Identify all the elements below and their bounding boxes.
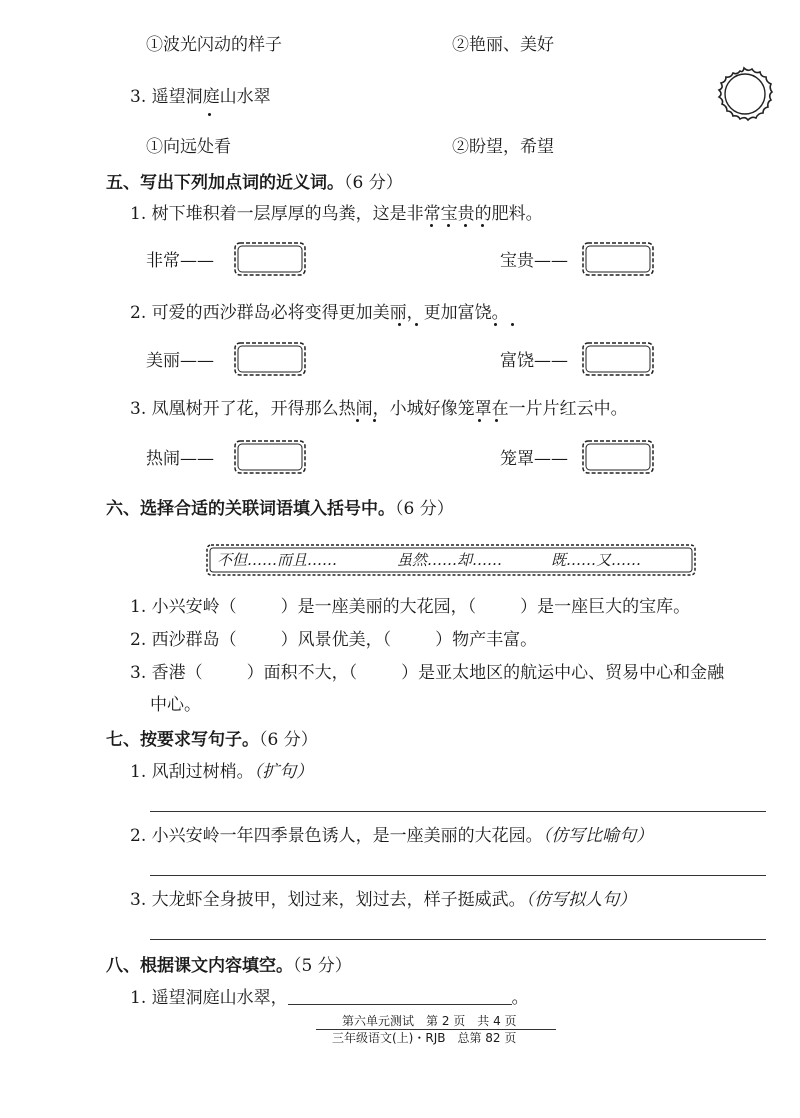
decorative-seal-icon	[714, 66, 774, 126]
s5-question-2: 2. 可爱的西沙群岛必将变得更加美丽，更加富饶。	[130, 303, 509, 323]
s6-question-3-cont: 中心。	[150, 695, 201, 715]
q4-item3-option-2: ②盼望，希望	[452, 137, 554, 157]
word-bank-item: 虽然……却……	[397, 551, 503, 569]
emphasis-dot	[464, 224, 467, 227]
s5-q2-answer-box-1[interactable]	[232, 340, 308, 378]
emphasis-dot	[495, 419, 498, 422]
s5-q3-word-2: 笼罩——	[500, 449, 568, 469]
s5-q2-word-2: 富饶——	[500, 351, 568, 371]
section-8-title: 八、根据课文内容填空。（5 分）	[106, 956, 352, 976]
section-8-score: （5 分）	[293, 956, 352, 976]
s5-q1-word-2: 宝贵——	[500, 251, 568, 271]
word-bank-item: 不但……而且……	[217, 551, 338, 569]
footer-divider	[316, 1029, 556, 1030]
s5-question-1: 1. 树下堆积着一层厚厚的鸟粪，这是非常宝贵的肥料。	[130, 204, 543, 224]
answer-line[interactable]	[150, 811, 766, 812]
emphasis-dot	[356, 419, 359, 422]
s7-question-3: 3. 大龙虾全身披甲，划过来，划过去，样子挺威武。（仿写拟人句）	[130, 890, 637, 910]
emphasis-dot	[494, 323, 497, 326]
s6-question-3: 3. 香港（ ）面积不大，（ ）是亚太地区的航运中心、贸易中心和金融	[130, 663, 725, 683]
emphasis-dot	[481, 224, 484, 227]
emphasis-dot	[415, 323, 418, 326]
fill-blank-line[interactable]	[288, 988, 512, 1005]
answer-line[interactable]	[150, 939, 766, 940]
s5-q3-answer-box-1[interactable]	[232, 438, 308, 476]
s5-q1-word-1: 非常——	[146, 251, 214, 271]
section-6-title: 六、选择合适的关联词语填入括号中。（6 分）	[106, 499, 454, 519]
s5-q1-answer-box-2[interactable]	[580, 240, 656, 278]
q4-option-1: ①波光闪动的样子	[146, 35, 282, 55]
s6-question-2: 2. 西沙群岛（ ）风景优美，（ ）物产丰富。	[130, 630, 538, 650]
section-7-score: （6 分）	[259, 730, 318, 750]
s7-question-1: 1. 风刮过树梢。（扩句）	[130, 762, 314, 782]
section-6-score: （6 分）	[395, 499, 454, 519]
word-bank-item: 既……又……	[551, 551, 642, 569]
s5-question-3: 3. 凤凰树开了花，开得那么热闹，小城好像笼罩在一片片红云中。	[130, 399, 628, 419]
emphasis-dot	[511, 323, 514, 326]
answer-line[interactable]	[150, 875, 766, 876]
word-bank	[205, 543, 697, 577]
s5-q3-answer-box-2[interactable]	[580, 438, 656, 476]
emphasis-dot	[373, 419, 376, 422]
emphasis-dot	[430, 224, 433, 227]
s5-q3-word-1: 热闹——	[146, 449, 214, 469]
footer-line-1: 第六单元测试 第 2 页 共 4 页	[342, 1014, 517, 1028]
emphasis-dot	[208, 113, 211, 116]
section-5-score: （6 分）	[344, 173, 403, 193]
emphasis-dot	[478, 419, 481, 422]
s5-q2-answer-box-2[interactable]	[580, 340, 656, 378]
emphasis-dot	[398, 323, 401, 326]
q4-item-3: 3. 遥望洞庭山水翠	[130, 87, 271, 107]
s8-question-1: 1. 遥望洞庭山水翠， 。	[130, 988, 529, 1008]
q4-option-2: ②艳丽、美好	[452, 35, 554, 55]
q4-item3-option-1: ①向远处看	[146, 137, 231, 157]
s5-q1-answer-box-1[interactable]	[232, 240, 308, 278]
footer-line-2: 三年级语文(上)・RJB 总第 82 页	[332, 1031, 517, 1045]
s6-question-1: 1. 小兴安岭（ ）是一座美丽的大花园，（ ）是一座巨大的宝库。	[130, 597, 691, 617]
section-5-title: 五、写出下列加点词的近义词。（6 分）	[106, 173, 403, 193]
section-7-title: 七、按要求写句子。（6 分）	[106, 730, 318, 750]
s7-question-2: 2. 小兴安岭一年四季景色诱人，是一座美丽的大花园。（仿写比喻句）	[130, 826, 654, 846]
emphasis-dot	[447, 224, 450, 227]
s5-q2-word-1: 美丽——	[146, 351, 214, 371]
